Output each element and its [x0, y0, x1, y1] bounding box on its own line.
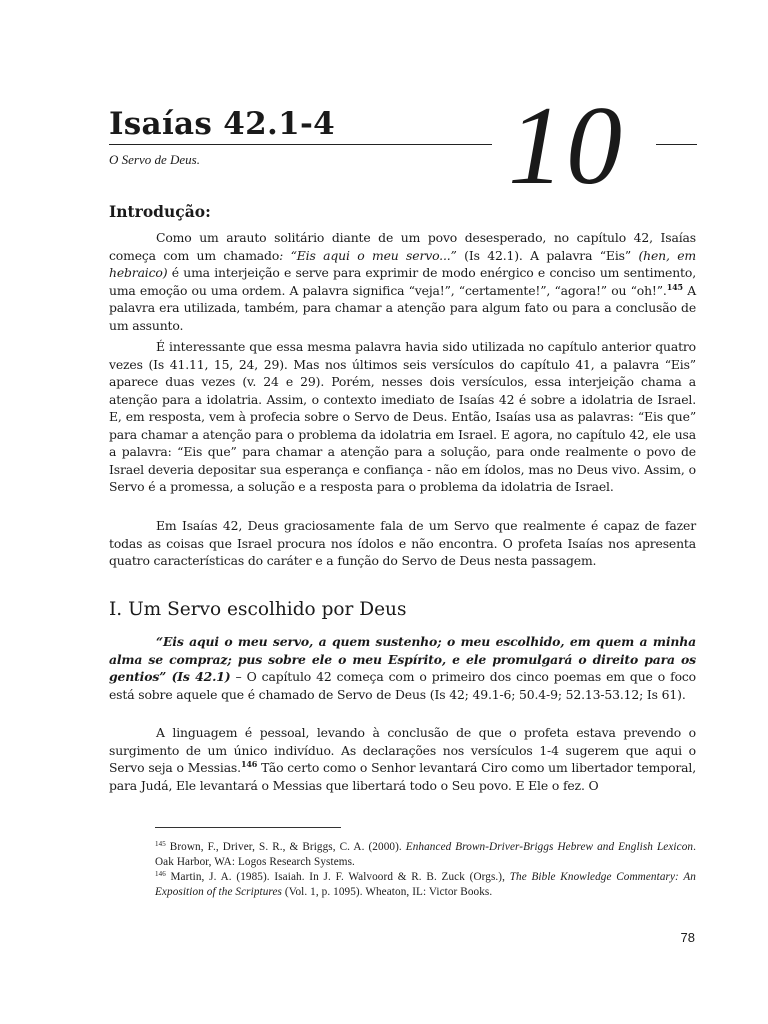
section-1-p2-text-b: Tão certo como o Senhor levantará Ciro como um libertador temporal, para Judá, Ele levantará o Messias que libertará todo o Seu povo. E Ele o fez. O: [109, 760, 696, 793]
section-1-quote: “Eis aqui o meu servo, a quem sustenho; o meu escolhido, em quem a minha alma se compraz; pus sobre ele o meu Espírito, e ele promulgará o direito para os gentios” (Is 42.1): [109, 634, 696, 684]
footnotes: [155, 840, 696, 900]
section-1-paragraph-2: [109, 724, 696, 794]
section-1-p2-text-a: A linguagem é pessoal, levando à conclusão de que o profeta estava prevendo o surgimento de um único indivíduo. As declarações nos versículos 1-4 sugerem que aqui o Servo seja o Messias.: [109, 725, 696, 775]
footnote-145: [155, 840, 696, 870]
title-rule: [109, 144, 492, 145]
intro-p2-text: É interessante que essa mesma palavra havia sido utilizada no capítulo anterior quatro vezes (Is 41.11, 15, 24, 29). Mas nos últimos seis versículos do capítulo 41, a palavra “Eis” aparece duas vezes (v. 24 e 29). Porém, nesses dois versículos, essa interjeição chama a atenção para a idolatria. Assim, o contexto imediato de Isaías 42 é sobre a idolatria de Israel. E, em resposta, vem à profecia sobre o Servo de Deus. Então, Isaías usa as palavras: “Eis que” para chamar a atenção para o problema da idolatria em Israel. E agora, no capítulo 42, ele usa a palavra: “Eis que” para chamar a atenção para a solução, para onde realmente o povo de Israel deveria depositar sua esperança e confiança - não em ídolos, mas no Deus vivo. Assim, o Servo é a promessa, a solução e a resposta para o problema da idolatria de Israel.: [109, 339, 696, 494]
chapter-title: Isaías 42.1-4: [109, 106, 335, 142]
intro-paragraph-3: [109, 517, 696, 570]
intro-p1-hebrew: (hen, em hebraico): [109, 247, 697, 280]
footnote-text-b: . Oak Harbor, WA: Logos Research Systems.: [155, 841, 696, 868]
intro-p3-text: Em Isaías 42, Deus graciosamente fala de um Servo que realmente é capaz de fazer todas as coisas que Israel procura nos ídolos e não encontra. O profeta Isaías nos apresenta quatro características do caráter e a função do Servo de Deus nesta passagem.: [109, 518, 696, 568]
chapter-number: 10: [508, 84, 624, 208]
section-1-paragraph-1: [109, 633, 696, 703]
intro-p1-text-c: é uma interjeição e serve para exprimir de modo enérgico e conciso um sentimento, uma emoção ou uma ordem. A palavra significa “veja!”, “certamente!”, “agora!” ou “oh!”.: [109, 265, 696, 298]
chapter-number-rule: [656, 144, 697, 145]
page-number: 78: [680, 930, 695, 945]
intro-paragraph-1: [109, 229, 696, 334]
footnote-title: The Bible Knowledge Commentary: An Exposition of the Scriptures: [155, 871, 696, 898]
footnote-146: [155, 870, 696, 900]
intro-p1-text-b: (Is 42.1). A palavra “Eis”: [456, 247, 639, 263]
intro-p1-quote: : “Eis aqui o meu servo...”: [279, 247, 457, 263]
footnote-number: 145: [155, 840, 166, 848]
intro-paragraph-2: [109, 338, 696, 496]
footnote-ref-145[interactable]: 145: [666, 281, 683, 292]
footnote-number: 146: [155, 870, 166, 878]
section-1-heading: I. Um Servo escolhido por Deus: [109, 599, 407, 620]
intro-p1-text-a: Como um arauto solitário diante de um povo desesperado, no capítulo 42, Isaías começa com um chamado: [109, 230, 696, 263]
section-1-p1-text: – O capítulo 42 começa com o primeiro dos cinco poemas em que o foco está sobre aquele que é chamado de Servo de Deus (Is 42; 49.1-6; 50.4-9; 52.13-53.12; Is 61).: [109, 669, 696, 702]
footnote-ref-146[interactable]: 146: [240, 759, 258, 769]
intro-heading: Introdução:: [109, 202, 211, 221]
chapter-subtitle: O Servo de Deus.: [109, 152, 200, 167]
footnote-text-a: Martin, J. A. (1985). Isaiah. In J. F. Walvoord & R. B. Zuck (Orgs.),: [165, 871, 510, 883]
footnote-text-a: Brown, F., Driver, S. R., & Briggs, C. A. (2000).: [165, 841, 406, 853]
footnote-text-b: (Vol. 1, p. 1095). Wheaton, IL: Victor Books.: [282, 886, 493, 898]
footnote-separator: [155, 827, 341, 828]
footnote-title: Enhanced Brown-Driver-Briggs Hebrew and English Lexicon: [405, 841, 694, 853]
intro-p1-text-d: A palavra era utilizada, também, para chamar a atenção para algum fato ou para a conclusão de um assunto.: [109, 282, 696, 333]
